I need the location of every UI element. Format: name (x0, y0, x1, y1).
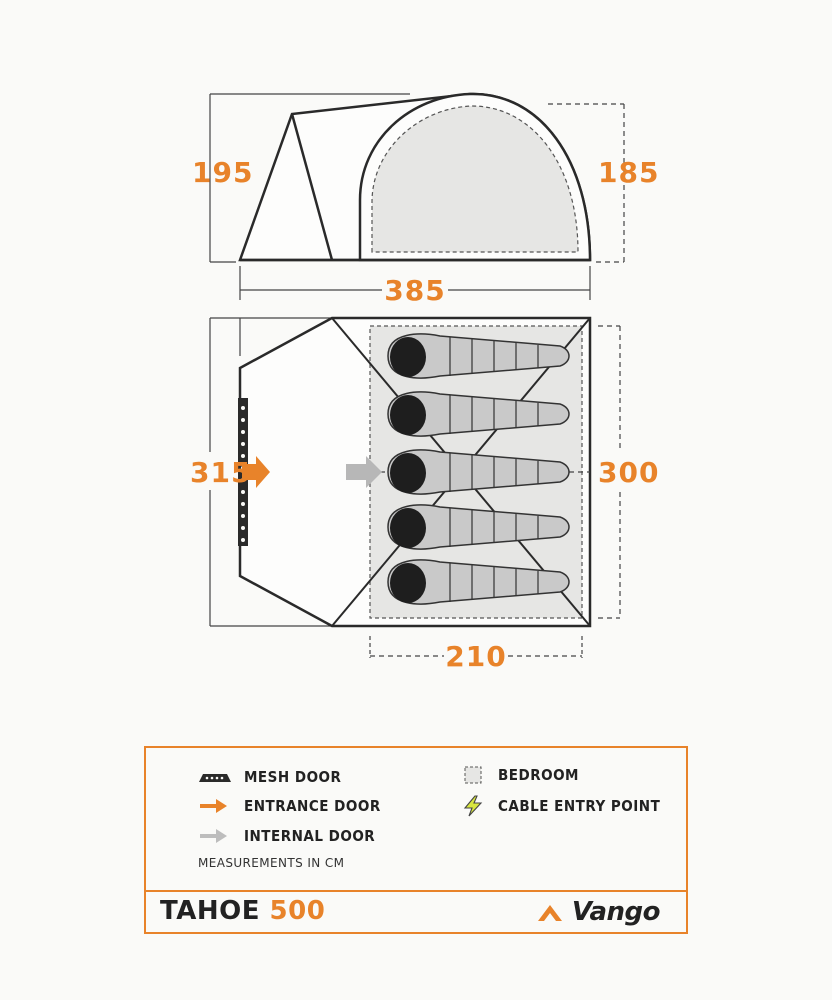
dim-385: 385 (384, 274, 446, 307)
measurements-note: MEASUREMENTS IN CM (198, 856, 345, 870)
floor-plan (190, 318, 659, 673)
cable-entry-label: CABLE ENTRY POINT (498, 797, 661, 815)
dim-185: 185 (598, 156, 660, 189)
entrance-door-label: ENTRANCE DOOR (244, 797, 381, 815)
grey-arrow-icon (200, 829, 228, 843)
legend-mesh-door (198, 768, 418, 786)
legend-divider (146, 890, 686, 892)
legend-bedroom (462, 766, 672, 784)
mesh-door-icon (198, 771, 232, 783)
legend-entrance-door (198, 797, 458, 815)
legend-internal-door (198, 827, 458, 845)
length-dimension (240, 266, 590, 307)
bedroom-label: BEDROOM (498, 766, 579, 784)
brand-name: Vango (571, 897, 660, 927)
legend-box (144, 746, 688, 934)
product-title (160, 896, 325, 926)
mesh-door-label: MESH DOOR (244, 768, 342, 786)
dim-300: 300 (598, 456, 660, 489)
side-elevation (192, 94, 659, 262)
product-model: 500 (269, 896, 326, 926)
bedroom-square-icon (464, 766, 482, 784)
product-name: TAHOE (160, 896, 260, 926)
orange-arrow-icon (200, 799, 228, 813)
dim-195: 195 (192, 156, 254, 189)
lightning-bolt-icon (462, 795, 484, 817)
internal-door-label: INTERNAL DOOR (244, 827, 376, 845)
legend-cable-entry (462, 796, 682, 816)
dim-210: 210 (445, 640, 507, 673)
vango-logo-icon (538, 904, 562, 922)
dim-315: 315 (190, 456, 252, 489)
